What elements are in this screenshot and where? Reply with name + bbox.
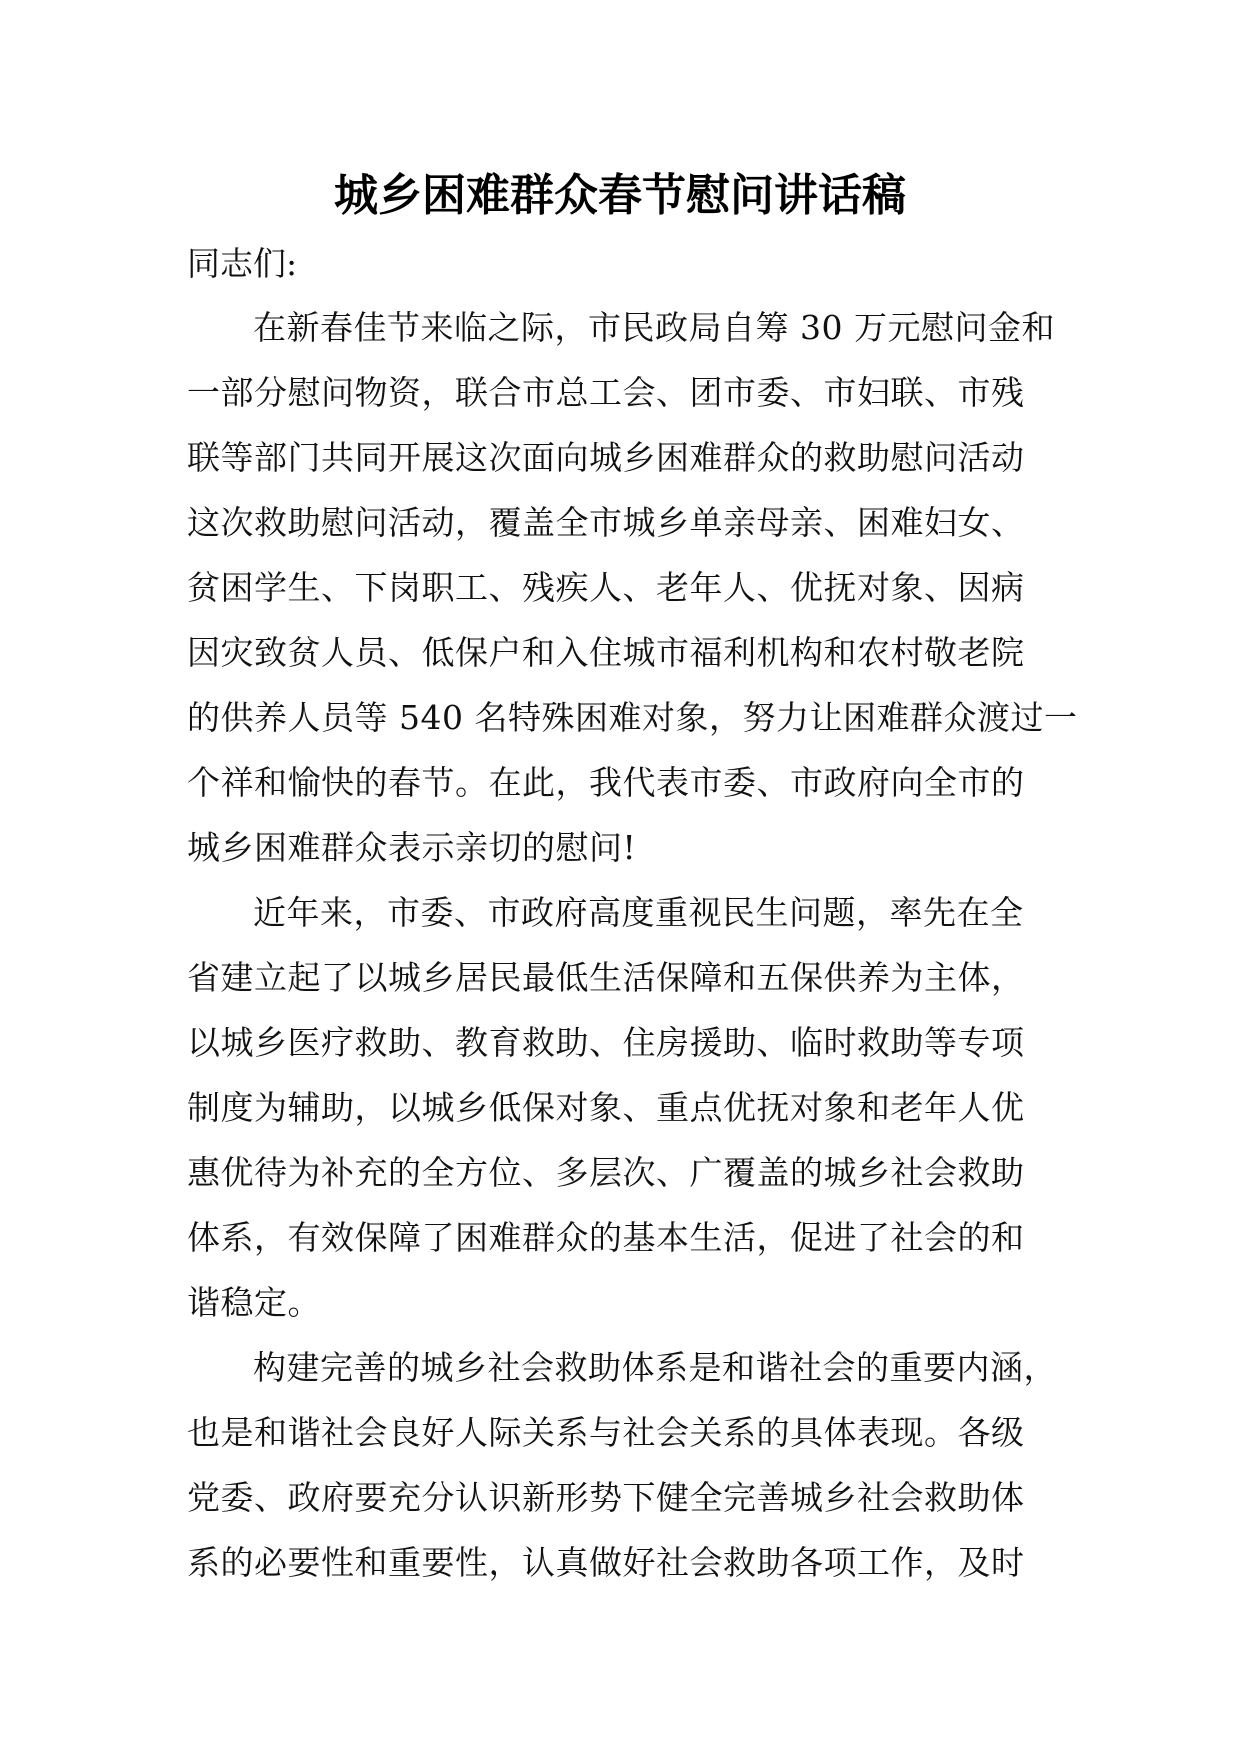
- text-line: 个祥和愉快的春节。在此，我代表市委、市政府向全市的: [187, 763, 1025, 802]
- text-line: 党委、政府要充分认识新形势下健全完善城乡社会救助体: [187, 1478, 1025, 1517]
- text-line: 制度为辅助，以城乡低保对象、重点优抚对象和老年人优: [187, 1088, 1025, 1127]
- text-line: 体系，有效保障了困难群众的基本生活，促进了社会的和: [187, 1218, 1025, 1257]
- text-line: 近年来，市委、市政府高度重视民生问题，率先在全: [253, 893, 1024, 932]
- text-line: 在新春佳节来临之际，市民政局自筹 30 万元慰问金和: [253, 308, 1055, 347]
- paragraph-3: [187, 1335, 1057, 1595]
- text-line: 也是和谐社会良好人际关系与社会关系的具体表现。各级: [187, 1413, 1025, 1452]
- text-line: 以城乡医疗救助、教育救助、住房援助、临时救助等专项: [187, 1023, 1025, 1062]
- text-line: 惠优待为补充的全方位、多层次、广覆盖的城乡社会救助: [187, 1153, 1025, 1192]
- paragraph-2: [187, 880, 1057, 1335]
- text-line: 这次救助慰问活动，覆盖全市城乡单亲母亲、困难妇女、: [187, 503, 1025, 542]
- text-line: 因灾致贫人员、低保户和入住城市福利机构和农村敬老院: [187, 633, 1025, 672]
- text-line: 系的必要性和重要性，认真做好社会救助各项工作，及时: [187, 1543, 1025, 1582]
- text-line: 谐稳定。: [187, 1283, 321, 1322]
- document-title: 城乡困难群众春节慰问讲话稿: [334, 170, 906, 221]
- text-line: 构建完善的城乡社会救助体系是和谐社会的重要内涵，: [253, 1348, 1057, 1387]
- text-line: 的供养人员等 540 名特殊困难对象，努力让困难群众渡过一: [187, 698, 1078, 737]
- paragraph-1: [187, 295, 1078, 880]
- text-line: 贫困学生、下岗职工、残疾人、老年人、优抚对象、因病: [187, 568, 1025, 607]
- text-line: 一部分慰问物资，联合市总工会、团市委、市妇联、市残: [187, 373, 1025, 412]
- text-line: 城乡困难群众表示亲切的慰问!: [187, 828, 637, 867]
- document-body: [187, 232, 1078, 1595]
- text-line: 联等部门共同开展这次面向城乡困难群众的救助慰问活动: [187, 438, 1025, 477]
- text-line: 省建立起了以城乡居民最低生活保障和五保供养为主体，: [187, 958, 1025, 997]
- salutation: 同志们:: [187, 244, 298, 283]
